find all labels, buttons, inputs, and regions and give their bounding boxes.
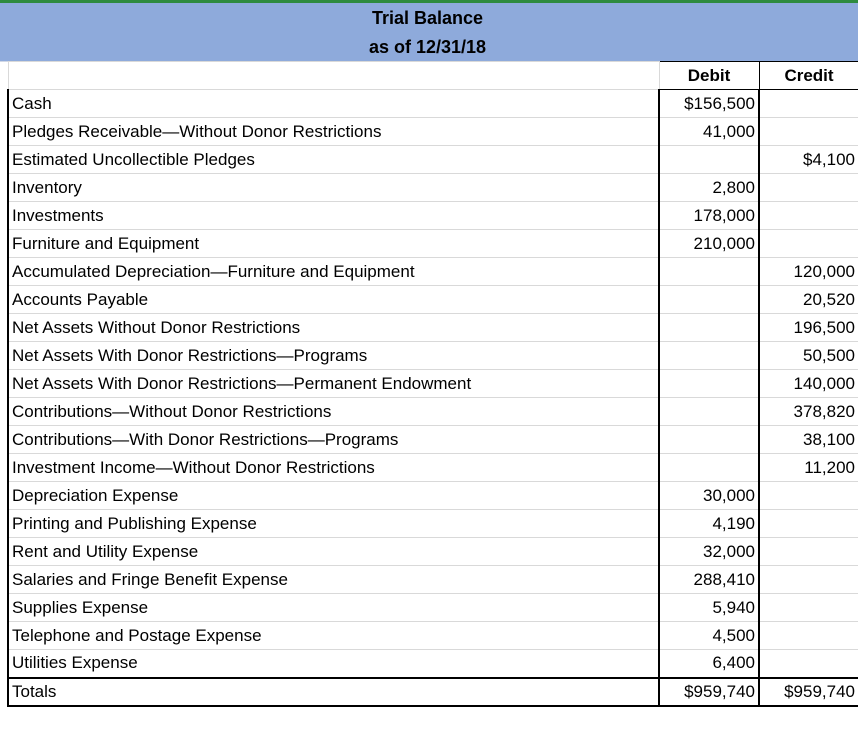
credit-amount-cell[interactable]: 196,500 <box>759 314 859 342</box>
account-name-cell[interactable]: Contributions—With Donor Restrictions—Programs <box>8 426 659 454</box>
table-row <box>8 230 859 258</box>
debit-amount-cell[interactable] <box>659 286 759 314</box>
table-row <box>8 594 859 622</box>
debit-amount-cell[interactable] <box>659 342 759 370</box>
account-name-cell[interactable]: Printing and Publishing Expense <box>8 510 659 538</box>
debit-amount-cell[interactable]: $156,500 <box>659 90 759 118</box>
credit-amount-cell[interactable]: 11,200 <box>759 454 859 482</box>
credit-amount-cell[interactable] <box>759 650 859 678</box>
account-name-cell[interactable]: Estimated Uncollectible Pledges <box>8 146 659 174</box>
credit-amount-cell[interactable] <box>759 90 859 118</box>
credit-amount-cell[interactable] <box>759 622 859 650</box>
account-name-cell[interactable]: Net Assets With Donor Restrictions—Permanent Endowment <box>8 370 659 398</box>
table-row <box>8 258 859 286</box>
debit-amount-cell[interactable] <box>659 426 759 454</box>
account-name-cell[interactable]: Supplies Expense <box>8 594 659 622</box>
debit-amount-cell[interactable] <box>659 370 759 398</box>
table-row <box>8 314 859 342</box>
credit-amount-cell[interactable] <box>759 510 859 538</box>
account-name-cell[interactable]: Investments <box>8 202 659 230</box>
totals-label-cell[interactable]: Totals <box>8 678 659 706</box>
debit-amount-cell[interactable] <box>659 146 759 174</box>
credit-amount-cell[interactable]: 38,100 <box>759 426 859 454</box>
column-header-row <box>8 62 859 90</box>
account-name-cell[interactable]: Net Assets With Donor Restrictions—Programs <box>8 342 659 370</box>
account-name-cell[interactable]: Investment Income—Without Donor Restrictions <box>8 454 659 482</box>
credit-amount-cell[interactable] <box>759 230 859 258</box>
account-name-cell[interactable]: Pledges Receivable—Without Donor Restrictions <box>8 118 659 146</box>
account-name-cell[interactable]: Rent and Utility Expense <box>8 538 659 566</box>
account-name-cell[interactable]: Utilities Expense <box>8 650 659 678</box>
table-row <box>8 370 859 398</box>
table-row <box>8 482 859 510</box>
account-name-cell[interactable]: Furniture and Equipment <box>8 230 659 258</box>
totals-debit-cell[interactable]: $959,740 <box>659 678 759 706</box>
table-row <box>8 342 859 370</box>
credit-amount-cell[interactable]: 120,000 <box>759 258 859 286</box>
debit-amount-cell[interactable]: 178,000 <box>659 202 759 230</box>
account-name-cell[interactable]: Cash <box>8 90 659 118</box>
table-row <box>8 398 859 426</box>
account-name-cell[interactable]: Accounts Payable <box>8 286 659 314</box>
debit-amount-cell[interactable]: 4,500 <box>659 622 759 650</box>
credit-amount-cell[interactable] <box>759 594 859 622</box>
debit-amount-cell[interactable]: 2,800 <box>659 174 759 202</box>
report-subtitle[interactable]: as of 12/31/18 <box>368 37 487 57</box>
debit-amount-cell[interactable]: 4,190 <box>659 510 759 538</box>
account-name-cell[interactable]: Salaries and Fringe Benefit Expense <box>8 566 659 594</box>
table-row <box>8 118 859 146</box>
debit-amount-cell[interactable]: 6,400 <box>659 650 759 678</box>
table-row <box>8 454 859 482</box>
debit-amount-cell[interactable]: 32,000 <box>659 538 759 566</box>
credit-column-header[interactable]: Credit <box>759 62 859 90</box>
table-row <box>8 146 859 174</box>
account-name-cell[interactable]: Accumulated Depreciation—Furniture and Equipment <box>8 258 659 286</box>
table-row <box>8 426 859 454</box>
debit-column-header[interactable]: Debit <box>659 62 759 90</box>
credit-amount-cell[interactable] <box>759 174 859 202</box>
debit-amount-cell[interactable]: 30,000 <box>659 482 759 510</box>
header-blank-cell[interactable] <box>8 62 659 90</box>
credit-amount-cell[interactable] <box>759 118 859 146</box>
totals-row <box>8 678 859 706</box>
debit-amount-cell[interactable] <box>659 454 759 482</box>
table-row <box>8 286 859 314</box>
account-name-cell[interactable]: Net Assets Without Donor Restrictions <box>8 314 659 342</box>
credit-amount-cell[interactable]: 378,820 <box>759 398 859 426</box>
table-row <box>8 510 859 538</box>
debit-amount-cell[interactable]: 5,940 <box>659 594 759 622</box>
report-title[interactable]: Trial Balance <box>371 8 484 28</box>
credit-amount-cell[interactable] <box>759 566 859 594</box>
account-name-cell[interactable]: Contributions—Without Donor Restrictions <box>8 398 659 426</box>
debit-amount-cell[interactable] <box>659 398 759 426</box>
table-row <box>8 90 859 118</box>
table-row <box>8 622 859 650</box>
credit-amount-cell[interactable] <box>759 538 859 566</box>
table-row <box>8 650 859 678</box>
table-row <box>8 174 859 202</box>
table-row <box>8 538 859 566</box>
table-row <box>8 566 859 594</box>
credit-amount-cell[interactable]: 50,500 <box>759 342 859 370</box>
debit-amount-cell[interactable]: 210,000 <box>659 230 759 258</box>
trial-balance-table <box>7 61 860 707</box>
credit-amount-cell[interactable] <box>759 482 859 510</box>
debit-amount-cell[interactable] <box>659 314 759 342</box>
table-row <box>8 202 859 230</box>
account-name-cell[interactable]: Inventory <box>8 174 659 202</box>
credit-amount-cell[interactable]: 20,520 <box>759 286 859 314</box>
debit-amount-cell[interactable]: 288,410 <box>659 566 759 594</box>
credit-amount-cell[interactable] <box>759 202 859 230</box>
account-name-cell[interactable]: Telephone and Postage Expense <box>8 622 659 650</box>
account-name-cell[interactable]: Depreciation Expense <box>8 482 659 510</box>
debit-amount-cell[interactable]: 41,000 <box>659 118 759 146</box>
credit-amount-cell[interactable]: $4,100 <box>759 146 859 174</box>
credit-amount-cell[interactable]: 140,000 <box>759 370 859 398</box>
debit-amount-cell[interactable] <box>659 258 759 286</box>
totals-credit-cell[interactable]: $959,740 <box>759 678 859 706</box>
